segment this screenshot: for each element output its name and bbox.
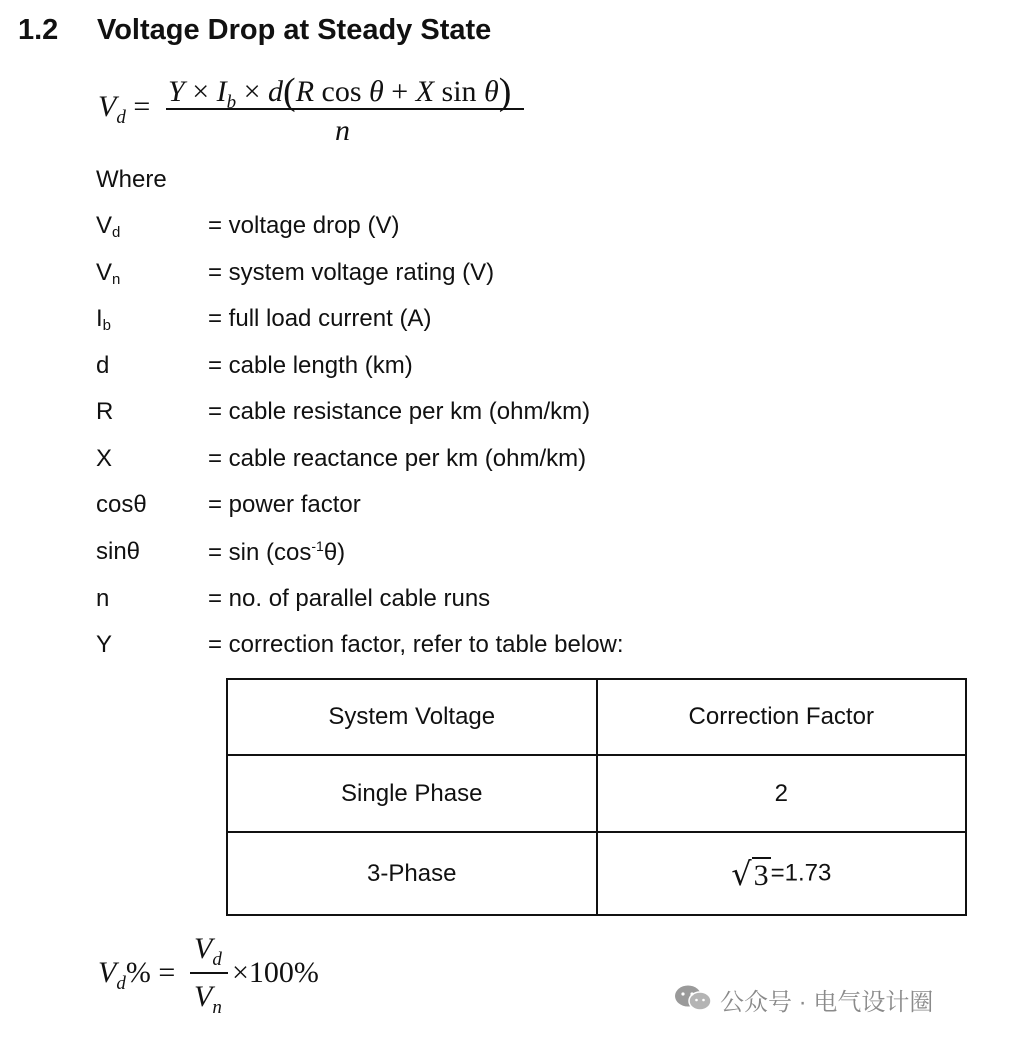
fraction-bar bbox=[166, 108, 524, 110]
correction-factor-cell bbox=[597, 832, 967, 915]
voltage-drop-formula bbox=[98, 70, 538, 155]
definition-symbol: R bbox=[96, 398, 114, 425]
section-number: 1.2 bbox=[18, 14, 59, 46]
section-title: Voltage Drop at Steady State bbox=[97, 14, 492, 46]
where-label: Where bbox=[96, 166, 167, 193]
definition-description: = cable length (km) bbox=[208, 352, 413, 379]
formula-numerator: $Y \times I_b \times d(R$ cos θ + X sin θ) bbox=[168, 71, 512, 113]
column-header-correction-factor: Correction Factor bbox=[597, 679, 967, 755]
formula-denominator: n bbox=[335, 114, 350, 147]
definition-symbol: d bbox=[96, 352, 110, 379]
table-row bbox=[227, 832, 966, 915]
definition-description: = correction factor, refer to table below: bbox=[208, 631, 624, 658]
correction-factor-cell: 2 bbox=[597, 755, 967, 832]
definition-description: = cable resistance per km (ohm/km) bbox=[208, 398, 591, 425]
system-voltage-cell: 3-Phase bbox=[227, 832, 597, 915]
definition-description: = system voltage rating (V) bbox=[208, 259, 495, 286]
definition-description: = voltage drop (V) bbox=[208, 212, 400, 239]
formula-denominator: $V_n$ bbox=[194, 980, 222, 1018]
column-header-system-voltage: System Voltage bbox=[227, 679, 597, 755]
definition-symbol: Y bbox=[96, 631, 113, 658]
definition-symbol: X bbox=[96, 445, 113, 472]
correction-factor-table bbox=[226, 678, 967, 916]
definition-symbol: Vd bbox=[96, 212, 121, 241]
table-row bbox=[227, 755, 966, 832]
watermark-text: 公众号 · 电气设计圈 bbox=[720, 989, 934, 1016]
definition-symbol: Ib bbox=[96, 305, 112, 334]
definition-description: = cable reactance per km (ohm/km) bbox=[208, 445, 587, 472]
formula-rhs: ×100% bbox=[232, 956, 319, 989]
square-root-symbol: √3 bbox=[731, 854, 769, 893]
correction-factor-value: =1.73 bbox=[770, 858, 832, 886]
definition-symbol: n bbox=[96, 585, 110, 612]
definition-symbol: cosθ bbox=[96, 491, 147, 518]
system-voltage-cell: Single Phase bbox=[227, 755, 597, 832]
voltage-drop-percent-formula bbox=[98, 932, 358, 1017]
formula-lhs: $V_d\%$ = bbox=[98, 956, 176, 994]
definition-description: = no. of parallel cable runs bbox=[208, 585, 491, 612]
fraction-bar bbox=[190, 972, 228, 974]
formula-numerator: $V_d$ bbox=[194, 932, 222, 970]
definition-description: = full load current (A) bbox=[208, 305, 432, 332]
definition-symbol: Vn bbox=[96, 259, 121, 288]
definition-description: = $\sin (\cos^{-1}\theta)$ bbox=[208, 538, 346, 566]
definition-description: = power factor bbox=[208, 491, 361, 518]
table-header-row bbox=[227, 679, 966, 755]
formula-lhs: $V_d$ = bbox=[98, 90, 151, 128]
definition-symbol: sinθ bbox=[96, 538, 141, 565]
wechat-icon bbox=[673, 984, 713, 1012]
